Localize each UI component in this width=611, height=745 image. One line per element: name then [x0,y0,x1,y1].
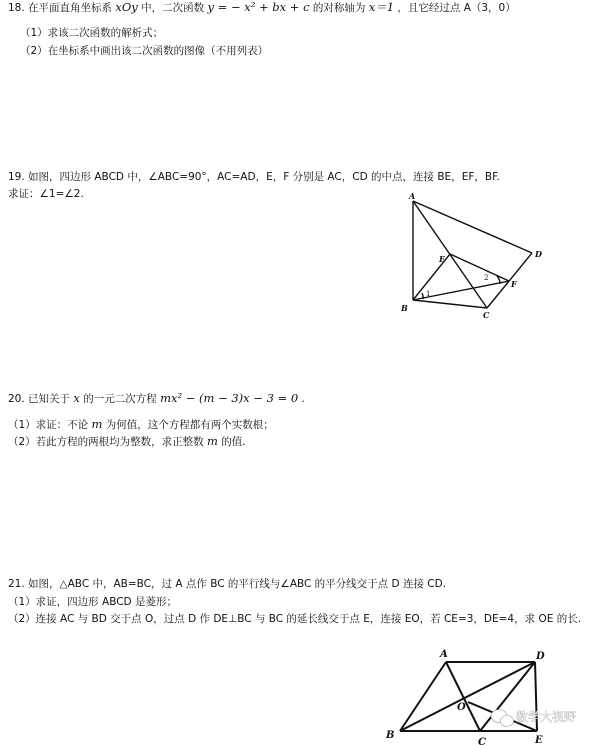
q21-segment-ac [446,662,480,731]
q20-title-suffix: . [301,393,305,405]
q21-part2: （2）连接 AC 与 BD 交于点 O，过点 D 作 DE⊥BC 与 BC 的延长线交于点 E，连接 EO，若 CE=3，DE=4，求 OE 的长. [8,613,582,625]
q19-label-a: A [409,191,416,201]
q19-segment-bc [413,300,487,308]
q18-title-suffix: ，且它经过点 A（3，0） [397,2,516,14]
q20-part2-suffix: 的值. [221,436,246,448]
q19-segment-ac [413,201,487,308]
q21-label-o: O [457,702,466,713]
q19-angle1-arc [422,293,423,299]
q19-label-angle1: 1 [426,290,431,298]
q20-title-prefix: 20. 已知关于 [8,393,71,405]
q20-part1-prefix: （1）求证：不论 [8,419,89,431]
q19-label-d: D [535,249,542,259]
q18-title-prefix: 18. 在平面直角坐标系 [8,2,113,14]
watermark-text: 数学大视野 [516,710,577,724]
q19-label-e: E [439,254,446,264]
q18-title-mid: 中，二次函数 [141,2,205,14]
q19-label-angle2: 2 [484,274,489,282]
q21-segment-oe [468,702,537,731]
q21-title: 21. 如图，△ABC 中，AB=BC，过 A 点作 BC 的平行线与∠ABC 的平分线交于点 D 连接 CD. [8,578,447,590]
q19-label-f: F [511,279,517,289]
q19-label-b: B [401,303,408,313]
q18-title [8,0,516,15]
q21-label-a: A [440,649,448,660]
q19-segment-cd [487,253,532,308]
q20-title-mid: 的一元二次方程 [83,393,157,405]
q20-part2 [8,434,246,449]
q19-segment-bf [413,281,509,300]
q19-segment-be [413,254,450,300]
q18-part2: （2）在坐标系中画出该二次函数的图像（不用列表） [20,45,269,57]
q21-segment-cd [480,662,535,731]
q19-segment-ef [450,254,509,281]
q18-part1: （1）求该二次函数的解析式； [20,27,164,39]
q20-var-x: x [73,391,80,405]
q21-label-c: C [478,737,486,745]
q19-title: 19. 如图，四边形 ABCD 中，∠ABC=90°，AC=AD，E，F 分别是 AC，CD 的中点，连接 BE，EF，BF. [8,171,500,183]
q21-label-b: B [386,730,395,741]
watermark [491,709,576,727]
q19-label-c: C [483,310,490,320]
wechat-logo-icon [491,710,514,727]
q20-part1 [8,417,274,432]
q20-part1-suffix: 为何值，这个方程都有两个实数根； [105,419,274,431]
q21-label-d: D [536,651,545,662]
q19-angle2-arc [497,276,500,284]
q20-equation: mx² − (m − 3)x − 3 = 0 [160,391,299,405]
q19-proof: 求证：∠1=∠2. [8,188,84,200]
q21-segment-ab [400,662,446,731]
q18-axis: x＝1 [368,0,395,14]
q20-part1-var: m [91,417,103,431]
q20-part2-prefix: （2）若此方程的两根均为整数，求正整数 [8,436,204,448]
q21-segment-bd [400,662,535,731]
q21-segment-de [535,662,537,731]
q21-label-e: E [535,735,543,745]
q21-part1: （1）求证，四边形 ABCD 是菱形； [8,596,177,608]
q18-formula: y = − x² + bx + c [207,0,310,14]
q18-var-xoy: xOy [115,0,138,14]
q20-part2-var: m [207,434,218,448]
q19-segment-ad [413,201,532,253]
q18-title-mid2: 的对称轴为 [312,2,366,14]
q20-title [8,391,305,406]
